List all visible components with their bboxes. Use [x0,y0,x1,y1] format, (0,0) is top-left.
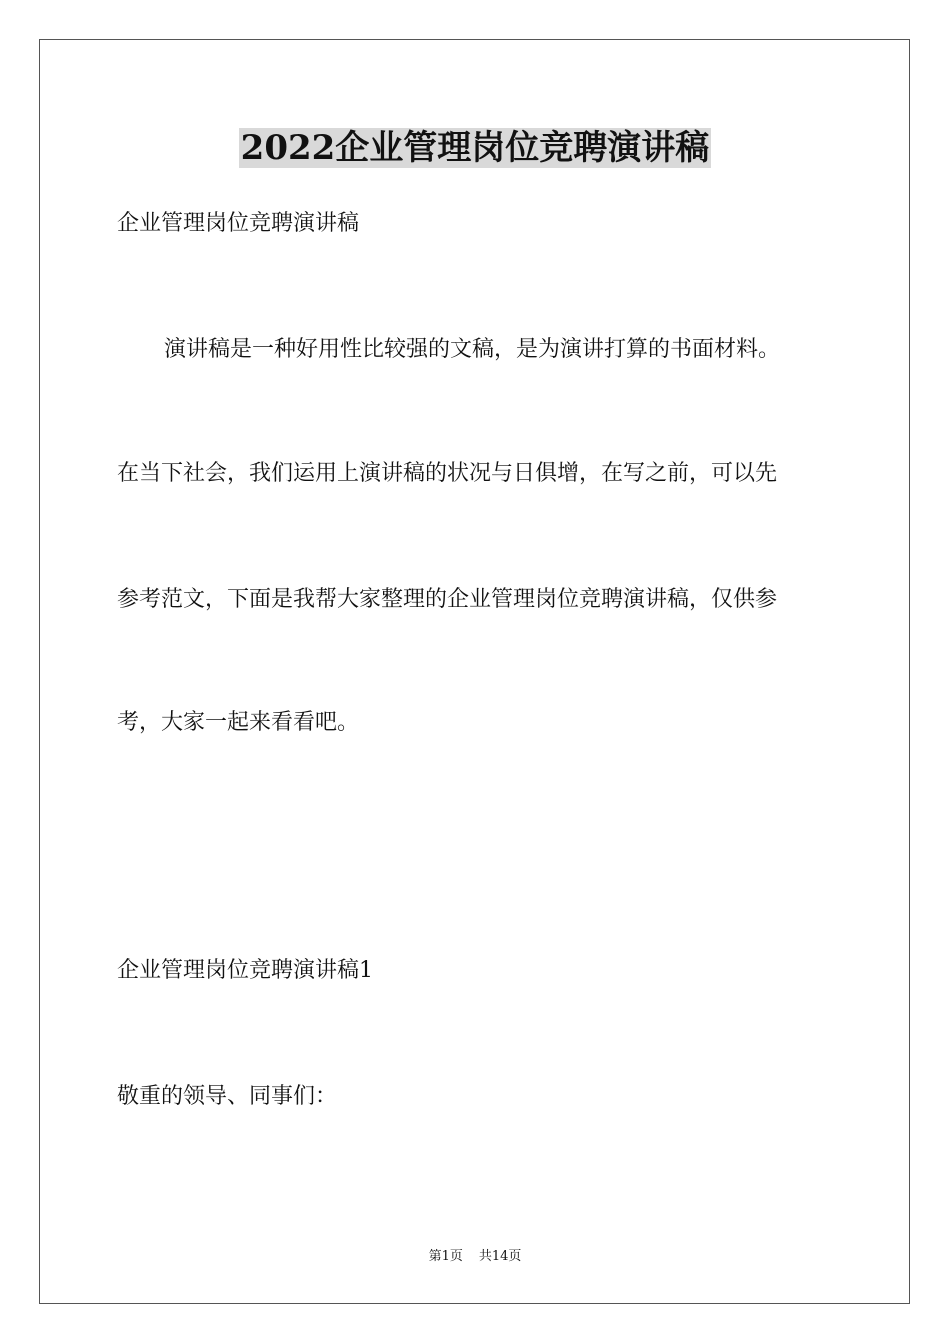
document-subtitle: 企业管理岗位竞聘演讲稿 [117,211,360,236]
document-title-text: 2022企业管理岗位竞聘演讲稿 [240,128,710,168]
salutation: 敬重的领导、同事们： [117,1084,338,1109]
page-number-total: 共14页 [478,1249,522,1264]
paragraph-line-2: 在当下社会，我们运用上演讲稿的状况与日俱增，在写之前，可以先 [117,461,778,486]
page-number-current: 第1页 [428,1249,463,1264]
paragraph-line-4: 考，大家一起来看看吧。 [117,710,360,735]
section-heading: 企业管理岗位竞聘演讲稿1 [117,958,373,983]
paragraph-line-3: 参考范文，下面是我帮大家整理的企业管理岗位竞聘演讲稿，仅供参 [117,587,778,612]
page-footer [0,1248,950,1266]
document-title [0,126,950,170]
paragraph-line-1: 演讲稿是一种好用性比较强的文稿，是为演讲打算的书面材料。 [164,337,781,362]
